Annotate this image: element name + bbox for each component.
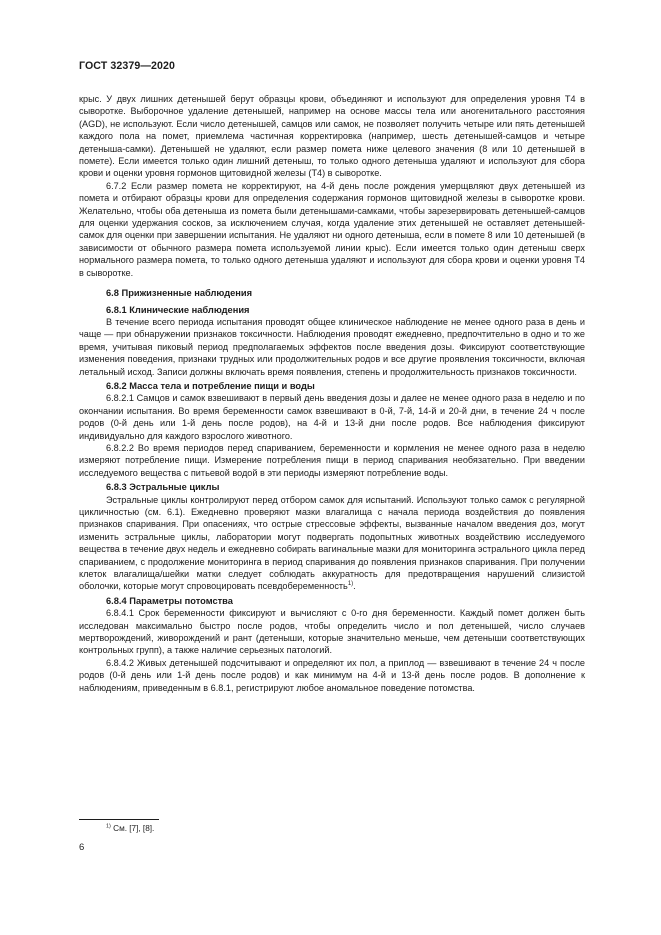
paragraph-6-7-2: 6.7.2 Если размер помета не корректируют, на 4-й день после рождения умерщвляют двух детенышей из помета и отбирают образцы крови для определения содержания гормонов щитовидной железы в сыворотке крови. Желательно, чтобы оба детеныша из помета были детенышами-самками, чтобы зарезервировать детенышей-самцов для оценки удержания сосков, за исключением случая, когда удаление этих детенышей не оставляет детенышей-самок для оценки при завершении испытания. Не удаляют ни одного детеныша, если в помете 8 или 10 детенышей (в зависимости от обычного размера помета используемой линии крыс). Если имеется только один детеныш сверх нормального размера помета, то только одного детеныша удаляют и используют для сбора крови и оценки уровня Т4 в сыворотке. [79, 180, 585, 278]
page-number: 6 [79, 842, 85, 853]
section-heading-6-8-3: 6.8.3 Эстральные циклы [106, 482, 220, 493]
footnote-divider [79, 819, 159, 820]
section-heading-6-8-1: 6.8.1 Клинические наблюдения [106, 304, 250, 315]
section-heading-6-8-2: 6.8.2 Масса тела и потребление пищи и воды [106, 380, 315, 391]
paragraph-continuation: крыс. У двух лишних детенышей берут образцы крови, объединяют и используют для определения уровня Т4 в сыворотке. Выборочное удаление детенышей, например на основе массы тела или аногенитального расстояния (AGD), не используют. Если число детенышей, самцов или самок, не позволяет получить четыре или пять детенышей каждого пола на помет, приемлема частичная корректировка (например, шесть детенышей-самцов и четыре детеныша-самки). Детенышей не удаляют, если размер помета ниже целевого значения (8 или 10 детенышей в помете). Если имеется только один лишний детеныш, то только одного детеныша удаляют и используют для сбора крови и оценки уровня гормонов щитовидной железы (Т4) в сыворотке. [79, 94, 585, 179]
paragraph-6-8-4-1: 6.8.4.1 Срок беременности фиксируют и вычисляют с 0-го дня беременности. Каждый помет должен быть исследован максимально быстро после родов, чтобы определить число и пол детенышей, число случаев мертворождений, живорождений и рант (детеныши, которые значительно меньше, чем детеныши соответствующих контрольных групп), а также наличие серьезных патологий. [79, 608, 585, 656]
footnote-mark: 1) [106, 823, 111, 830]
paragraph-6-8-2-1: 6.8.2.1 Самцов и самок взвешивают в первый день введения дозы и далее не менее одного раза в неделю и по окончании испытания. Во время беременности самок взвешивают в 0-й, 7-й, 14-й и 20-й дни, в течение 24 ч после родов (0-й день или 1-й день после родов), на 4-й и 13-й дни после родов. Все наблюдения фиксируют индивидуально для каждого взрослого животного. [79, 393, 585, 441]
paragraph-6-8-3-text: Эстральные циклы контролируют перед отбором самок для испытаний. Используют только самок с регулярной цикличностью (см. 6.1). Ежедневно проверяют мазки влагалища с начала периода воздействия до появления признаков спаривания. При опасениях, что острые стрессовые эффекты, вызванные началом введения доз, могут изменить эстральные циклы, лаборатории могут подвергать подопытных животных воздействию исследуемого вещества в течение двух недель и ежедневно собирать вагинальные мазки для мониторинга эстрального цикла перед спариванием, с продолжение мониторинга в период спаривания до появления признаков спаривания. При получении клеток влагалища/шейки матки следует соблюдать аккуратность для предотвращения нарушений слизистой оболочки, которые могут спровоцировать псевдобеременность [79, 494, 585, 592]
paragraph-6-8-3 [79, 494, 585, 593]
paragraph-6-8-3-end: . [353, 581, 356, 592]
paragraph-6-8-2-2: 6.8.2.2 Во время периодов перед спариванием, беременности и кормления не менее одного раза в неделю измеряют потребление пищи. Измерение потребления пищи в период спаривания необязательно. При введении исследуемого вещества с питьевой водой в эти периоды измеряют потребление воды. [79, 442, 585, 478]
paragraph-6-8-1: В течение всего периода испытания проводят общее клиническое наблюдение не менее одного раза в день и чаще — при обнаружении признаков токсичности. Наблюдения проводят ежедневно, предпочтительно в одно и то же время, учитывая пиковый период предполагаемых эффектов после введения дозы. Фиксируют соответствующие изменения поведения, признаки трудных или продолжительных родов и все другие проявления токсичности, включая летальный исход. Записи должны включать время появления, степень и продолжительность признаков токсичности. [79, 316, 585, 377]
document-header: ГОСТ 32379—2020 [79, 60, 176, 72]
section-heading-6-8: 6.8 Прижизненные наблюдения [106, 288, 253, 299]
footnote [106, 823, 154, 834]
section-heading-6-8-4: 6.8.4 Параметры потомства [106, 595, 233, 606]
paragraph-6-8-4-2: 6.8.4.2 Живых детенышей подсчитывают и определяют их пол, а приплод — взвешивают в течение 24 ч после родов (0-й день или 1-й день после родов) и как минимум на 4-й и 13-й день после родов. В дополнение к наблюдениям, приведенным в 6.8.1, регистрируют любое аномальное поведение потомства. [79, 657, 585, 693]
footnote-text: См. [7], [8]. [113, 824, 155, 833]
footnote-reference[interactable]: 1) [347, 581, 354, 588]
document-body [79, 93, 585, 694]
